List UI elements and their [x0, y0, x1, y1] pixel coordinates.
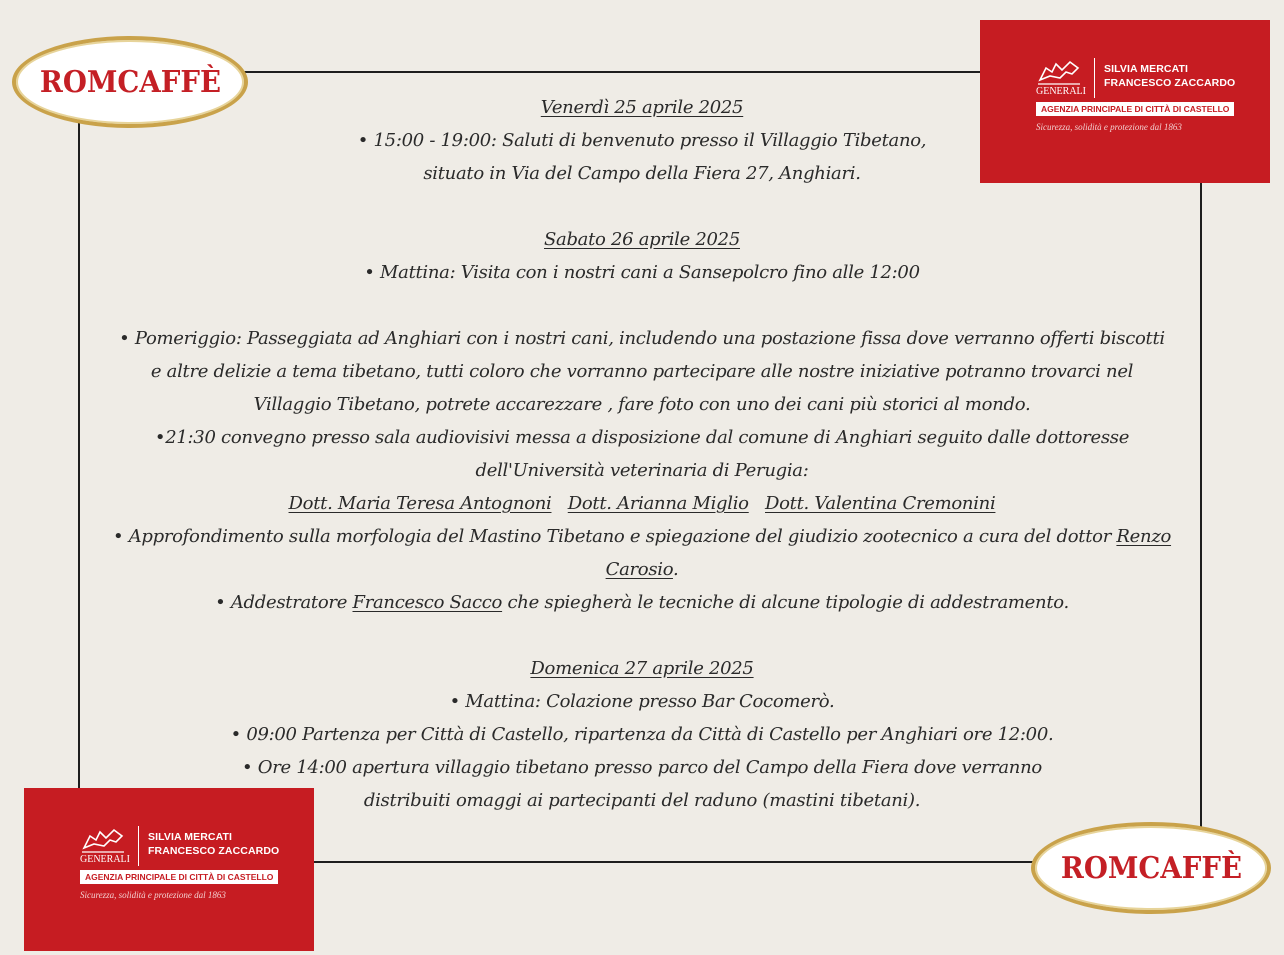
sunday-line-1: • Mattina: Colazione presso Bar Cocomerò.: [449, 691, 835, 712]
doctor-name: Dott. Maria Teresa Antognoni: [288, 493, 552, 514]
spacer: [84, 619, 1200, 652]
trainer-line: [84, 586, 1200, 619]
agent-name-2: FRANCESCO ZACCARDO: [148, 845, 280, 857]
logo-divider: [138, 826, 139, 866]
agency-slogan: Sicurezza, solidità e protezione dal 1863: [80, 890, 226, 900]
saturday-conference-line-1: •21:30 convegno presso sala audiovisivi messa a disposizione dal comune di Anghiari seguito dalle dottoresse: [154, 427, 1130, 448]
doctors-list: [84, 487, 1200, 520]
generali-lion-icon: [80, 826, 130, 865]
doctor-name: Dott. Arianna Miglio: [567, 493, 749, 514]
generali-brand: GENERALI: [80, 854, 130, 865]
friday-line-2: situato in Via del Campo della Fiera 27, Anghiari.: [423, 163, 861, 184]
saturday-conference-line-2: dell'Università veterinaria di Perugia:: [475, 460, 809, 481]
romcaffe-logo-text: ROMCAFFÈ: [1060, 850, 1242, 886]
romcaffe-logo-bottom: [1031, 822, 1271, 914]
agent-names: [148, 830, 279, 858]
saturday-heading: Sabato 26 aprile 2025: [544, 229, 740, 250]
sunday-line-4: distribuiti omaggi ai partecipanti del raduno (mastini tibetani).: [363, 790, 921, 811]
saturday-afternoon-line-1: • Pomeriggio: Passeggiata ad Anghiari con i nostri cani, includendo una postazione fissa dove verranno offerti biscotti: [119, 328, 1165, 349]
agency-label: AGENZIA PRINCIPALE DI CITTÀ DI CASTELLO: [1036, 102, 1234, 116]
morphology-speaker-last: Carosio: [605, 559, 673, 580]
saturday-afternoon-line-2: e altre delizie a tema tibetano, tutti coloro che vorranno partecipare alle nostre iniziative potranno trovarci nel: [150, 361, 1134, 382]
saturday-morning: • Mattina: Visita con i nostri cani a Sansepolcro fino alle 12:00: [364, 262, 920, 283]
sunday-heading: Domenica 27 aprile 2025: [530, 658, 754, 679]
saturday-afternoon-line-3: Villaggio Tibetano, potrete accarezzare , fare foto con uno dei cani più storici al mondo.: [253, 394, 1031, 415]
event-program: [84, 91, 1200, 817]
morphology-text: • Approfondimento sulla morfologia del Mastino Tibetano e spiegazione del giudizio zootecnico a cura del dottor: [112, 526, 1117, 547]
agent-name-1: SILVIA MERCATI: [1104, 63, 1189, 75]
spacer: [84, 289, 1200, 322]
morphology-end: .: [672, 559, 679, 580]
agency-label: AGENZIA PRINCIPALE DI CITTÀ DI CASTELLO: [80, 870, 278, 884]
friday-heading: Venerdì 25 aprile 2025: [540, 97, 744, 118]
friday-line-1: • 15:00 - 19:00: Saluti di benvenuto presso il Villaggio Tibetano,: [357, 130, 927, 151]
generali-brand: GENERALI: [1036, 86, 1086, 97]
morphology-line-2: [84, 553, 1200, 586]
agency-slogan: Sicurezza, solidità e protezione dal 1863: [1036, 122, 1182, 132]
trainer-name: Francesco Sacco: [352, 592, 503, 613]
spacer: [84, 190, 1200, 223]
agent-name-1: SILVIA MERCATI: [148, 831, 233, 843]
trainer-post: che spiegherà le tecniche di alcune tipologie di addestramento.: [502, 592, 1069, 613]
agent-names: [1104, 62, 1235, 90]
doctor-name: Dott. Valentina Cremonini: [765, 493, 996, 514]
morphology-speaker-first: Renzo: [1116, 526, 1172, 547]
sunday-line-2: • 09:00 Partenza per Città di Castello, ripartenza da Città di Castello per Anghiari ore 12:00.: [230, 724, 1054, 745]
sunday-line-3: • Ore 14:00 apertura villaggio tibetano presso parco del Campo della Fiera dove verranno: [242, 757, 1042, 778]
agent-name-2: FRANCESCO ZACCARDO: [1104, 77, 1236, 89]
romcaffe-logo-text: ROMCAFFÈ: [39, 64, 221, 100]
trainer-pre: • Addestratore: [215, 592, 353, 613]
morphology-line: [84, 520, 1200, 553]
